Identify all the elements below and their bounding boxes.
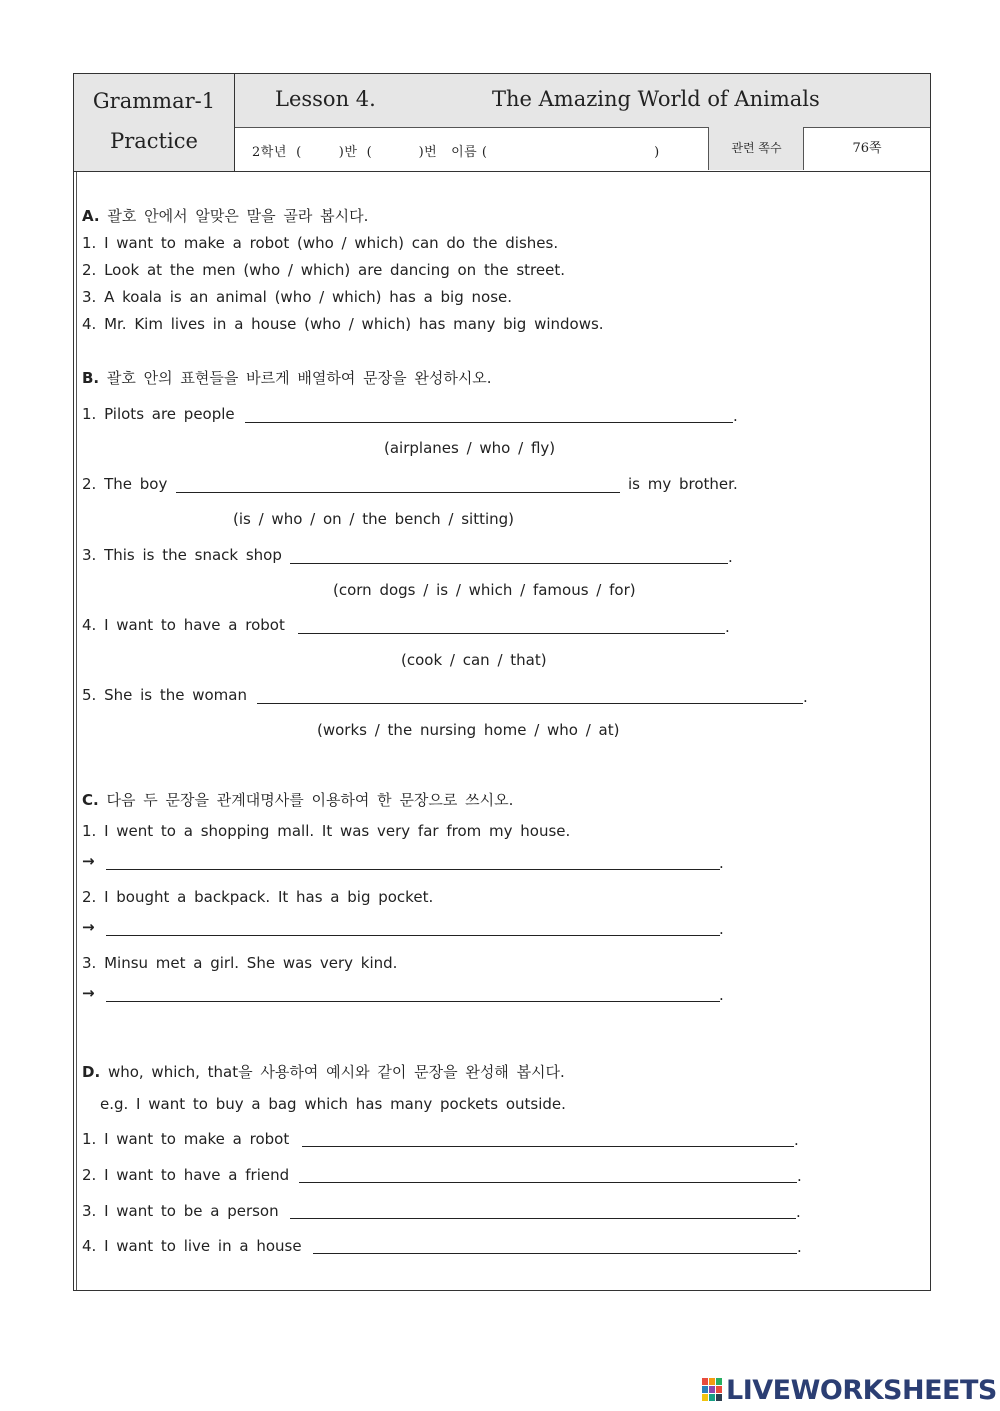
related-page-number: 76쪽 [803, 127, 930, 170]
section-c-item-1-end: . [719, 854, 724, 872]
lesson-header [235, 74, 930, 128]
section-d-item-1-end: . [794, 1131, 799, 1149]
student-info-field[interactable]: 2학년 ( )반 ( )번 이름 ( ) [252, 145, 660, 160]
section-d-example: e.g. I want to buy a bag which has many pockets outside. [100, 1095, 566, 1113]
section-d-item-2-answer-line[interactable] [299, 1182, 797, 1183]
section-a-item-3: 3. A koala is an animal (who / which) has a big nose. [82, 288, 513, 306]
section-b-item-1-answer-line[interactable] [245, 422, 733, 423]
section-d-item-1-answer-line[interactable] [302, 1146, 794, 1147]
section-b-item-4-end: . [725, 618, 730, 636]
section-c-item-2-prompt: 2. I bought a backpack. It has a big pocket. [82, 888, 434, 906]
section-d-item-3-answer-line[interactable] [290, 1218, 796, 1219]
student-info-row [235, 127, 930, 172]
section-b-item-1-prompt: 1. Pilots are people [82, 405, 235, 423]
section-a-instruction: 괄호 안에서 알맞은 말을 골라 봅시다. [107, 207, 369, 225]
lesson-number: Lesson 4. [275, 87, 376, 111]
liveworksheets-logo-icon [702, 1378, 722, 1402]
section-b-item-3-prompt: 3. This is the snack shop [82, 546, 282, 564]
section-b-item-5-end: . [803, 688, 808, 706]
section-b-item-2-hint: (is / who / on / the bench / sitting) [233, 510, 515, 528]
section-c-item-2-answer-line[interactable] [106, 935, 720, 936]
liveworksheets-logo-text: LIVEWORKSHEETS [726, 1375, 997, 1406]
section-d-item-1-prompt: 1. I want to make a robot [82, 1130, 290, 1148]
section-b-item-4-answer-line[interactable] [298, 633, 725, 634]
section-d-instruction: who, which, that을 사용하여 예시와 같이 문장을 완성해 봅시다. [107, 1063, 565, 1081]
arrow-icon: → [82, 852, 95, 870]
arrow-icon: → [82, 918, 95, 936]
unit-subtitle: Practice [110, 129, 198, 153]
section-d-item-2-end: . [797, 1167, 802, 1185]
section-d-heading [82, 1063, 565, 1081]
section-c-item-3-end: . [719, 986, 724, 1004]
section-c-letter: C. [82, 791, 99, 809]
liveworksheets-logo[interactable] [702, 1375, 997, 1407]
section-b-heading [82, 369, 492, 387]
arrow-icon: → [82, 984, 95, 1002]
section-a-item-2: 2. Look at the men (who / which) are dancing on the street. [82, 261, 565, 279]
section-b-item-3-hint: (corn dogs / is / which / famous / for) [333, 581, 636, 599]
section-d-item-4-answer-line[interactable] [313, 1253, 797, 1254]
section-c-item-3-answer-line[interactable] [106, 1001, 720, 1002]
section-c-item-3-prompt: 3. Minsu met a girl. She was very kind. [82, 954, 398, 972]
section-b-item-2-prompt: 2. The boy [82, 475, 168, 493]
section-b-item-5-answer-line[interactable] [257, 703, 803, 704]
section-c-instruction: 다음 두 문장을 관계대명사를 이용하여 한 문장으로 쓰시오. [106, 791, 514, 809]
section-b-item-1-hint: (airplanes / who / fly) [384, 439, 556, 457]
section-a-item-4: 4. Mr. Kim lives in a house (who / which) has many big windows. [82, 315, 604, 333]
section-d-letter: D. [82, 1063, 101, 1081]
section-c-item-1-answer-line[interactable] [106, 869, 720, 870]
unit-title: Grammar-1 [92, 89, 216, 113]
section-b-item-5-prompt: 5. She is the woman [82, 686, 247, 704]
section-b-instruction: 괄호 안의 표현들을 바르게 배열하여 문장을 완성하시오. [106, 369, 492, 387]
section-a-heading [82, 207, 368, 225]
unit-cell [74, 74, 235, 172]
section-b-item-3-end: . [728, 548, 733, 566]
section-d-item-2-prompt: 2. I want to have a friend [82, 1166, 290, 1184]
section-b-item-1-end: . [733, 407, 738, 425]
section-b-letter: B. [82, 369, 100, 387]
section-b-item-2-answer-line[interactable] [176, 492, 620, 493]
section-b-item-3-answer-line[interactable] [290, 563, 728, 564]
section-d-item-4-prompt: 4. I want to live in a house [82, 1237, 302, 1255]
section-c-heading [82, 791, 513, 809]
section-a-item-1: 1. I want to make a robot (who / which) can do the dishes. [82, 234, 559, 252]
section-b-item-4-hint: (cook / can / that) [401, 651, 547, 669]
section-d-item-3-end: . [796, 1203, 801, 1221]
lesson-title: The Amazing World of Animals [492, 87, 820, 111]
section-c-item-2-end: . [719, 920, 724, 938]
related-pages-label: 관련 쪽수 [708, 127, 804, 170]
section-d-item-3-prompt: 3. I want to be a person [82, 1202, 279, 1220]
section-b-item-2-end: is my brother. [628, 475, 738, 493]
section-c-item-1-prompt: 1. I went to a shopping mall. It was very far from my house. [82, 822, 571, 840]
section-a-letter: A. [82, 207, 100, 225]
section-b-item-5-hint: (works / the nursing home / who / at) [317, 721, 620, 739]
section-b-item-4-prompt: 4. I want to have a robot [82, 616, 285, 634]
section-d-item-4-end: . [797, 1238, 802, 1256]
